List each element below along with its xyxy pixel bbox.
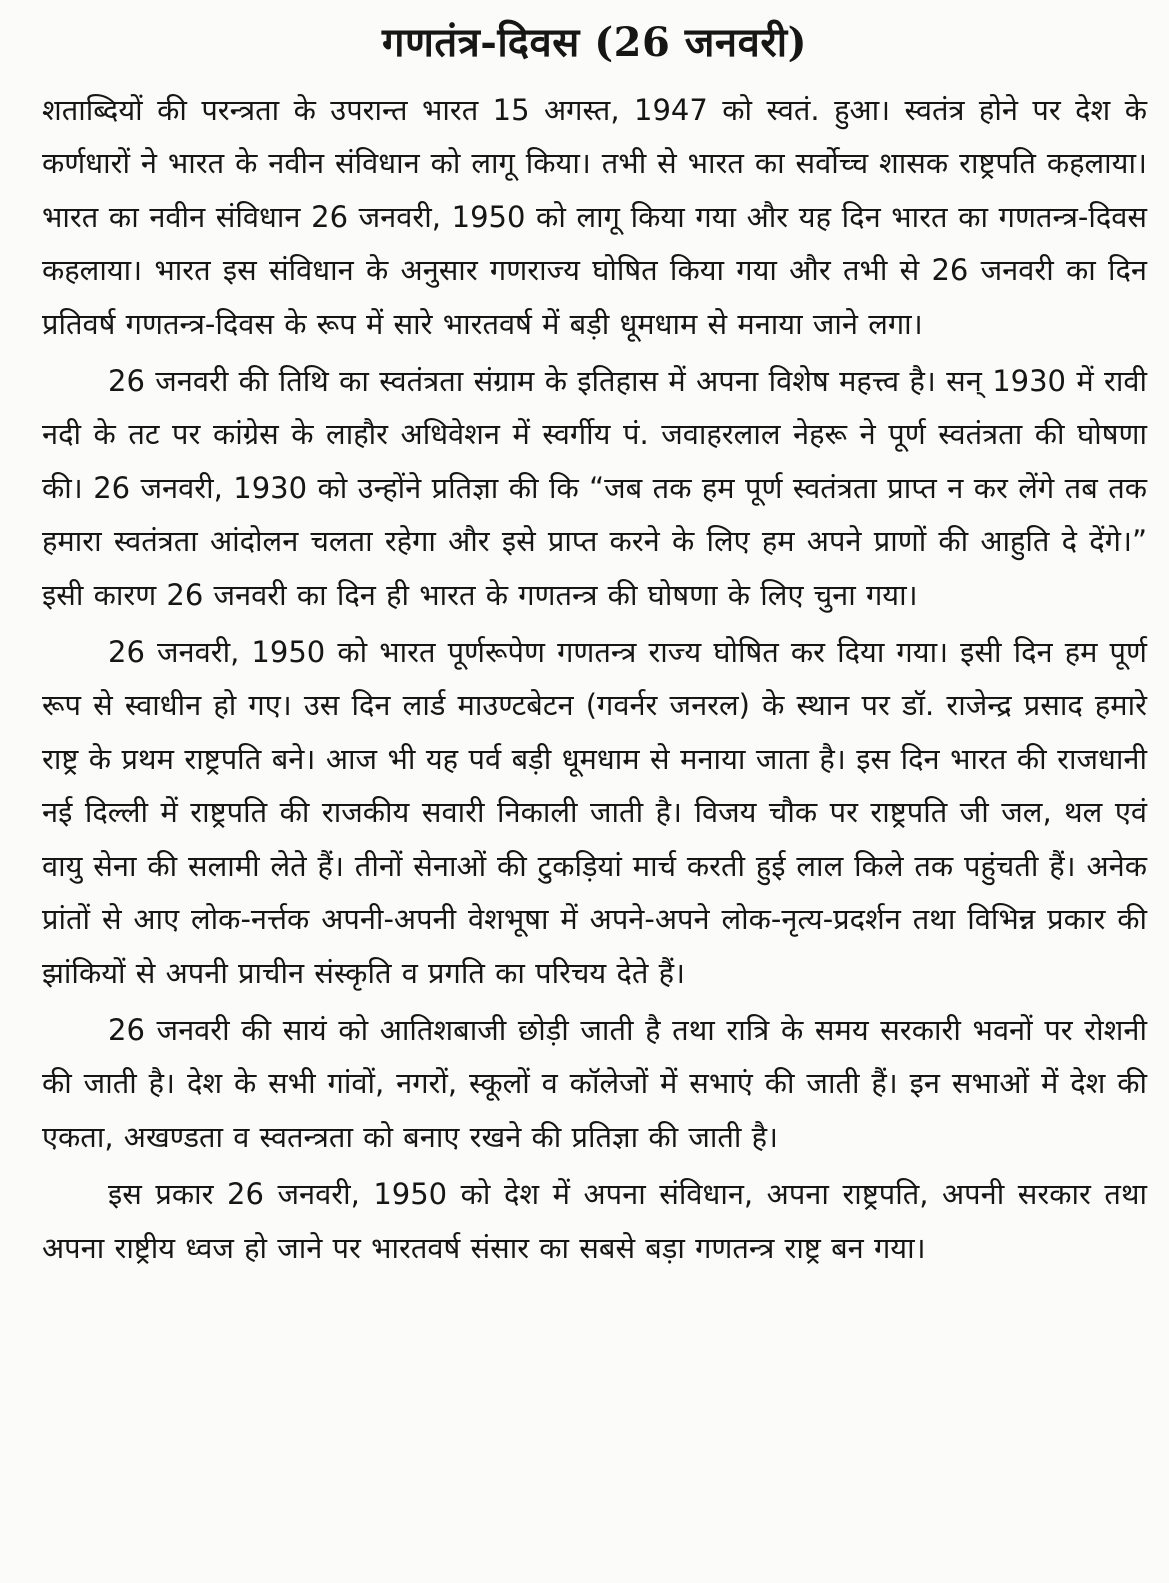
paragraph-2: 26 जनवरी की तिथि का स्वतंत्रता संग्राम के इतिहास में अपना विशेष महत्त्व है। सन् 1930 में रावी नदी के तट पर कांग्रेस के लाहौर अधिवेशन में स्वर्गीय पं. जवाहरलाल नेहरू ने पूर्ण स्वतंत्रता की घोषणा की। 26 जनवरी, 1930 को उन्होंने प्रतिज्ञा की कि “जब तक हम पूर्ण स्वतंत्रता प्राप्त न कर लेंगे तब तक हमारा स्वतंत्रता आंदोलन चलता रहेगा और इसे प्राप्त करने के लिए हम अपने प्राणों की आहुति दे देंगे।” इसी कारण 26 जनवरी का दिन ही भारत के गणतन्त्र की घोषणा के लिए चुना गया।: [42, 364, 1147, 612]
paragraph-3: 26 जनवरी, 1950 को भारत पूर्णरूपेण गणतन्त्र राज्य घोषित कर दिया गया। इसी दिन हम पूर्ण रूप से स्वाधीन हो गए। उस दिन लार्ड माउण्टबेटन (गवर्नर जनरल) के स्थान पर डॉ. राजेन्द्र प्रसाद हमारे राष्ट्र के प्रथम राष्ट्रपति बने। आज भी यह पर्व बड़ी धूमधाम से मनाया जाता है। इस दिन भारत की राजधानी नई दिल्ली में राष्ट्रपति की राजकीय सवारी निकाली जाती है। विजय चौक पर राष्ट्रपति जी जल, थल एवं वायु सेना की सलामी लेते हैं। तीनों सेनाओं की टुकड़ियां मार्च करती हुई लाल किले तक पहुंचती हैं। अनेक प्रांतों से आए लोक-नर्त्तक अपनी-अपनी वेशभूषा में अपने-अपने लोक-नृत्य-प्रदर्शन तथा विभिन्न प्रकार की झांकियों से अपनी प्राचीन संस्कृति व प्रगति का परिचय देते हैं।: [42, 635, 1147, 990]
essay-body: [42, 84, 1147, 1275]
paragraph-4: 26 जनवरी की सायं को आतिशबाजी छोड़ी जाती है तथा रात्रि के समय सरकारी भवनों पर रोशनी की जाती है। देश के सभी गांवों, नगरों, स्कूलों व कॉलेजों में सभाएं की जाती हैं। इन सभाओं में देश की एकता, अखण्डता व स्वतन्त्रता को बनाए रखने की प्रतिज्ञा की जाती है।: [42, 1012, 1147, 1154]
paragraph-5: इस प्रकार 26 जनवरी, 1950 को देश में अपना संविधान, अपना राष्ट्रपति, अपनी सरकार तथा अपना राष्ट्रीय ध्वज हो जाने पर भारतवर्ष संसार का सबसे बड़ा गणतन्त्र राष्ट्र बन गया।: [42, 1177, 1147, 1265]
paragraph-1: शताब्दियों की परन्त्रता के उपरान्त भारत 15 अगस्त, 1947 को स्वतं. हुआ। स्वतंत्र होने पर देश के कर्णधारों ने भारत के नवीन संविधान को लागू किया। तभी से भारत का सर्वोच्च शासक राष्ट्रपति कहलाया। भारत का नवीन संविधान 26 जनवरी, 1950 को लागू किया गया और यह दिन भारत का गणतन्त्र-दिवस कहलाया। भारत इस संविधान के अनुसार गणराज्य घोषित किया गया और तभी से 26 जनवरी का दिन प्रतिवर्ष गणतन्त्र-दिवस के रूप में सारे भारतवर्ष में बड़ी धूमधाम से मनाया जाने लगा।: [42, 93, 1147, 341]
page-title: गणतंत्र-दिवस (26 जनवरी): [381, 19, 807, 66]
